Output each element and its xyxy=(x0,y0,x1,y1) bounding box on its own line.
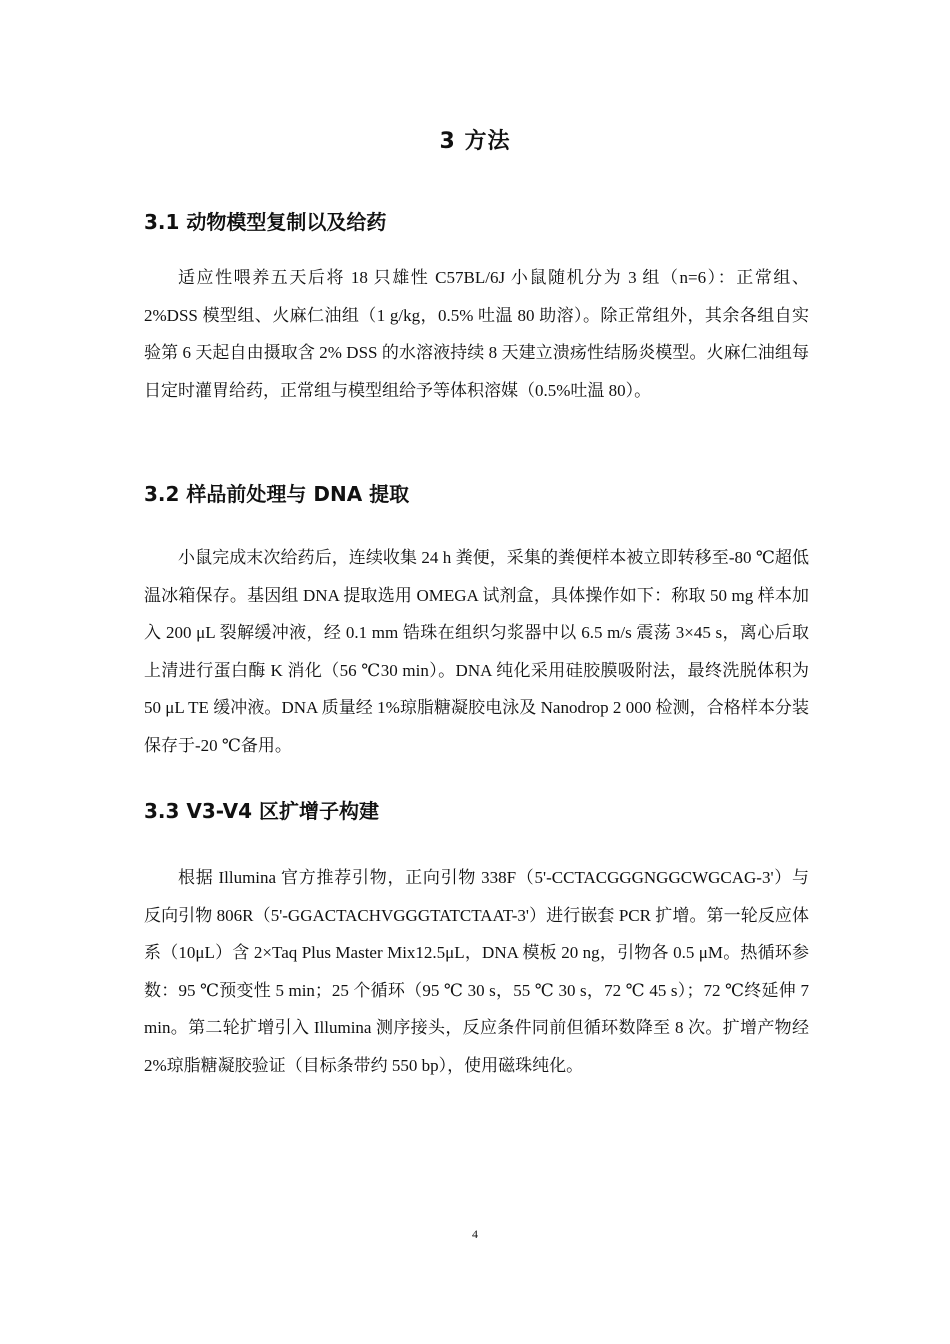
page-number: 4 xyxy=(472,1227,478,1241)
section-heading-3-1: 3.1 动物模型复制以及给药 xyxy=(144,210,387,234)
section-paragraph-3-3: 根据 Illumina 官方推荐引物，正向引物 338F（5'-CCTACGGGNGGCWGCAG-3'）与反向引物 806R（5'-GGACTACHVGGGTATCTAAT-3'）进行嵌套 PCR 扩增。第一轮反应体系（10μL）含 2×Taq Plus Master Mix12.5μL，DNA 模板 20 ng，引物各 0.5 μM。热循环参数：95 ℃预变性 5 min；25 个循环（95 ℃ 30 s，55 ℃ 30 s，72 ℃ 45 s）；72 ℃终延伸 7 min。第二轮扩增引入 Illumina 测序接头，反应条件同前但循环数降至 8 次。扩增产物经 2%琼脂糖凝胶验证（目标条带约 550 bp），使用磁珠纯化。 xyxy=(144,868,809,1075)
chapter-title: 3 方法 xyxy=(439,129,511,154)
section-heading-3-2: 3.2 样品前处理与 DNA 提取 xyxy=(144,482,410,506)
section-heading-3-3: 3.3 V3-V4 区扩增子构建 xyxy=(144,799,379,823)
section-paragraph-3-1: 适应性喂养五天后将 18 只雄性 C57BL/6J 小鼠随机分为 3 组（n=6）：正常组、2%DSS 模型组、火麻仁油组（1 g/kg，0.5% 吐温 80 助溶）。除正常组外，其余各组自实验第 6 天起自由摄取含 2% DSS 的水溶液持续 8 天建立溃疡性结肠炎模型。火麻仁油组每日定时灌胃给药，正常组与模型组给予等体积溶媒（0.5%吐温 80）。 xyxy=(144,268,809,400)
section-paragraph-3-2: 小鼠完成末次给药后，连续收集 24 h 粪便，采集的粪便样本被立即转移至-80 ℃超低温冰箱保存。基因组 DNA 提取选用 OMEGA 试剂盒，具体操作如下：称取 50 mg 样本加入 200 μL 裂解缓冲液，经 0.1 mm 锆珠在组织匀浆器中以 6.5 m/s 震荡 3×45 s，离心后取上清进行蛋白酶 K 消化（56 ℃30 min）。DNA 纯化采用硅胶膜吸附法，最终洗脱体积为 50 μL TE 缓冲液。DNA 质量经 1%琼脂糖凝胶电泳及 Nanodrop 2 000 检测，合格样本分装保存于-20 ℃备用。 xyxy=(144,548,809,755)
